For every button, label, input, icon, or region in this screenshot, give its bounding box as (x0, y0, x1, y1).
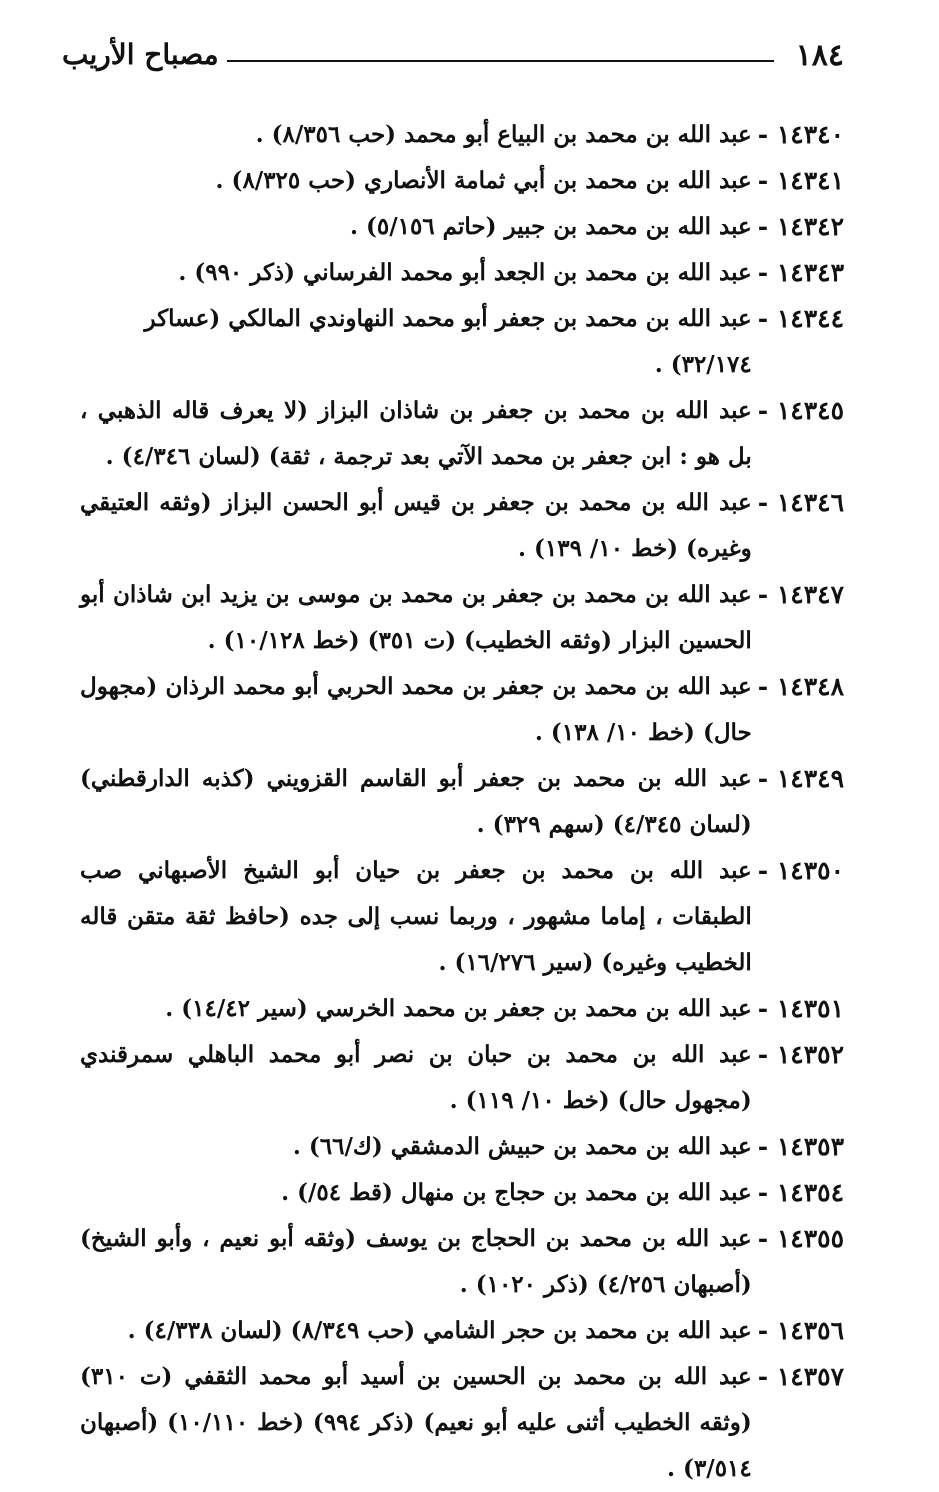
entry (80, 1216, 844, 1308)
entry-text: عبد الله بن محمد بن حجر الشامي (حب ٨/٣٤٩) (لسان ٤/٣٣٨) . (127, 1317, 752, 1344)
entry-number: ١٤٣٤٦ - (757, 488, 844, 517)
entry-text: عبد الله بن محمد بن جعفر بن شاذان البزاز (لا يعرف قاله الذهبي ، بل هو : ابن جعفر بن محمد الآتي بعد ترجمة ، ثقة) (لسان ٤/٣٤٦) . (80, 397, 752, 470)
entry-text: عبد الله بن محمد بن جعفر بن محمد الحربي أبو محمد الرذان (مجهول حال) (خط ١٠/ ١٣٨) . (80, 673, 752, 746)
header-rule (227, 60, 774, 62)
entry-number: ١٤٣٤٠ - (757, 120, 844, 149)
entry (80, 1354, 844, 1492)
entry-number: ١٤٣٤٧ - (757, 580, 844, 609)
page-number: ١٨٤ (795, 38, 844, 73)
entry-number: ١٤٣٥١ - (757, 994, 844, 1023)
entry-number: ١٤٣٥٢ - (757, 1040, 844, 1069)
entry-number: ١٤٣٥٠ - (757, 856, 844, 885)
entry-number: ١٤٣٤٢ - (757, 212, 844, 241)
entry-number: ١٤٣٥٣ - (757, 1132, 844, 1161)
entry-text: عبد الله بن محمد بن جعفر أبو القاسم القزويني (كذبه الدارقطني) (لسان ٤/٣٤٥) (سهم ٣٢٩) . (80, 765, 752, 838)
entry (80, 1124, 844, 1170)
entry-number: ١٤٣٤٩ - (757, 764, 844, 793)
entry (80, 572, 844, 664)
entry (80, 848, 844, 986)
entry (80, 250, 844, 296)
entry (80, 1032, 844, 1124)
entry-number: ١٤٣٤٥ - (757, 396, 844, 425)
entry (80, 296, 844, 388)
entry-text: عبد الله بن محمد بن جعفر بن محمد بن موسى بن يزيد ابن شاذان أبو الحسين البزار (وثقه الخطيب) (ت ٣٥١) (خط ١٠/١٢٨) . (80, 581, 752, 654)
entry-text: عبد الله بن محمد بن الحجاج بن يوسف (وثقه أبو نعيم ، وأبو الشيخ) (أصبهان ٤/٢٥٦) (ذكر ١٠٢٠) . (80, 1225, 752, 1298)
entry-number: ١٤٣٤٤ - (757, 304, 844, 333)
entry (80, 756, 844, 848)
entry (80, 112, 844, 158)
entry-text: عبد الله بن محمد بن الجعد أبو محمد الفرساني (ذكر ٩٩٠) . (178, 259, 752, 286)
entry-text: عبد الله بن محمد بن جعفر بن حيان أبو الشيخ الأصبهاني صب الطبقات ، إماما مشهور ، وربما نسب إلى جده (حافظ ثقة متقن قاله الخطيب وغيره) (سير ١٦/٢٧٦) . (80, 857, 752, 976)
entry-text: عبد الله بن محمد بن حجاج بن منهال (قط ٥٤/) . (281, 1179, 752, 1206)
entry-number: ١٤٣٤٨ - (757, 672, 844, 701)
entry-text: عبد الله بن محمد بن الحسين بن أسيد أبو محمد الثقفي (ت ٣١٠) (وثقه الخطيب أثنى عليه أبو نعيم) (ذكر ٩٩٤) (خط ١٠/١١٠) (أصبهان ٣/٥١٤) . (80, 1363, 752, 1482)
entry-text: عبد الله بن محمد بن جعفر بن قيس أبو الحسن البزاز (وثقه العتيقي وغيره) (خط ١٠/ ١٣٩) . (80, 489, 752, 562)
entry (80, 204, 844, 250)
entry-number: ١٤٣٥٧ - (757, 1362, 844, 1391)
entry-text: عبد الله بن محمد بن أبي ثمامة الأنصاري (حب ٨/٣٢٥) . (215, 167, 752, 194)
entry-text: عبد الله بن محمد بن جعفر أبو محمد النهاوندي المالكي (عساكر ٣٢/١٧٤) . (144, 305, 752, 378)
entry (80, 1170, 844, 1216)
entry (80, 158, 844, 204)
entry (80, 664, 844, 756)
book-title: مصباح الأريب (62, 38, 219, 71)
entry-number: ١٤٣٥٦ - (757, 1316, 844, 1345)
running-header (62, 38, 844, 78)
entry (80, 388, 844, 480)
entry-number: ١٤٣٤٣ - (757, 258, 844, 287)
entries-list (80, 112, 844, 1492)
entry-number: ١٤٣٤١ - (757, 166, 844, 195)
entry (80, 1308, 844, 1354)
entry-text: عبد الله بن محمد بن جبير (حاتم ٥/١٥٦) . (349, 213, 752, 240)
entry (80, 986, 844, 1032)
entry-text: عبد الله بن محمد بن جعفر بن محمد الخرسي (سير ١٤/٤٢) . (165, 995, 752, 1022)
entry (80, 480, 844, 572)
entry-text: عبد الله بن محمد بن حبيش الدمشقي (ك/٦٦) . (292, 1133, 752, 1160)
entry-number: ١٤٣٥٥ - (757, 1224, 844, 1253)
entry-text: عبد الله بن محمد بن حبان بن نصر أبو محمد الباهلي سمرقندي (مجهول حال) (خط ١٠/ ١١٩) . (80, 1041, 752, 1114)
entry-number: ١٤٣٥٤ - (757, 1178, 844, 1207)
entry-text: عبد الله بن محمد بن البياع أبو محمد (حب ٨/٣٥٦) . (255, 121, 752, 148)
